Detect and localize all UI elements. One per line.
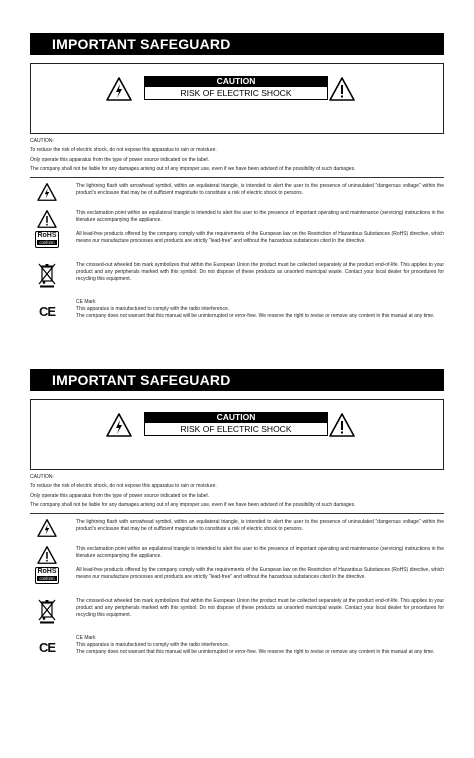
- caution-box: [30, 399, 444, 470]
- note-line: Only operate this apparatus from the type of power source indicated on the label.: [30, 492, 209, 499]
- ce-mark-icon: [30, 305, 64, 319]
- note-line: The company shall not be liable for any damages arising out of any improper use, even if we have been advised of the possibility of such damages.: [30, 166, 356, 173]
- caution-subtitle: RISK OF ELECTRIC SHOCK: [144, 87, 328, 100]
- ce-mark-text: CE: [38, 639, 56, 655]
- crossed-bin-icon: [30, 262, 64, 288]
- ce-line: The company does not warrant that this manual will be uninterrupted or error-free. We reserve the right to revise or remove any content in this manual at any time.: [76, 313, 435, 320]
- symbol-description: The crossed-out wheeled bin mark symbolizes that within the European Union the product must be collected separately at the product end-of-life. This applies to your product and any peripherals marked with this symbol. Do not dispose of these products as unsorted municipal waste. Contact your local dealer for procedures for recycling this equipment.: [76, 261, 444, 283]
- lightning-warning-icon: [106, 413, 132, 437]
- symbol-description: This exclamation point within an equilateral triangle is intended to alert the user to the presence of important operating and maintenance (servicing) instructions in the literature accompanying the appliance.: [76, 545, 444, 560]
- exclamation-warning-icon: [329, 77, 355, 101]
- ce-line: CE Mark: [76, 634, 96, 641]
- rohs-badge-top: RoHS: [37, 231, 57, 239]
- symbol-row-rohs: [30, 567, 444, 598]
- lightning-warning-icon: [106, 77, 132, 101]
- section-title: IMPORTANT SAFEGUARD: [30, 33, 444, 55]
- symbol-row-rohs: [30, 231, 444, 262]
- crossed-bin-icon: [30, 598, 64, 624]
- symbol-row-exclamation: [30, 210, 444, 231]
- rohs-icon: [30, 231, 64, 248]
- note-line: CAUTION:: [30, 474, 54, 480]
- note-line: CAUTION:: [30, 138, 54, 144]
- symbol-row-weee: [30, 262, 444, 299]
- safeguard-section-1: [30, 33, 444, 333]
- rohs-badge-bottom: conform: [37, 576, 57, 581]
- note-line: The company shall not be liable for any damages arising out of any improper use, even if we have been advised of the possibility of such damages.: [30, 502, 356, 509]
- rohs-badge-top: RoHS: [37, 567, 57, 575]
- symbol-row-lightning: [30, 178, 444, 210]
- caution-title: CAUTION: [144, 76, 328, 87]
- symbol-row-lightning: [30, 514, 444, 546]
- ce-mark-text: CE: [38, 303, 56, 319]
- exclamation-warning-icon: [30, 210, 64, 228]
- symbol-row-exclamation: [30, 546, 444, 567]
- symbol-description: [76, 635, 444, 657]
- symbol-description: All lead-free products offered by the company comply with the requirements of the European law on the Restriction of Hazardous Substances (RoHS) directive, which means our manufacture processes and products are strictly "lead-free" and without the hazardous substances cited in the directive.: [76, 566, 444, 581]
- caution-label: [144, 76, 328, 100]
- symbol-description: The crossed-out wheeled bin mark symbolizes that within the European Union the product must be collected separately at the product end-of-life. This applies to your product and any peripherals marked with this symbol. Do not dispose of these products as unsorted municipal waste. Contact your local dealer for procedures for recycling this equipment.: [76, 597, 444, 619]
- symbol-description: The lightning flash with arrowhead symbol, within an equilateral triangle, is intended to alert the user to the presence of uninsulated "dangerous voltage" within the product's enclosure that may be of sufficient magnitude to constitute a risk of electric shock to persons.: [76, 518, 444, 533]
- ce-line: The company does not warrant that this manual will be uninterrupted or error-free. We reserve the right to revise or remove any content in this manual at any time.: [76, 649, 435, 656]
- note-line: To reduce the risk of electric shock, do not expose this apparatus to rain or moisture.: [30, 147, 217, 154]
- lightning-warning-icon: [30, 183, 64, 201]
- exclamation-warning-icon: [329, 413, 355, 437]
- rohs-icon: [30, 567, 64, 584]
- note-line: To reduce the risk of electric shock, do not expose this apparatus to rain or moisture.: [30, 483, 217, 490]
- lightning-warning-icon: [30, 519, 64, 537]
- caution-title: CAUTION: [144, 412, 328, 423]
- caution-notes: [30, 137, 444, 175]
- symbol-description: The lightning flash with arrowhead symbol, within an equilateral triangle, is intended to alert the user to the presence of uninsulated "dangerous voltage" within the product's enclosure that may be of sufficient magnitude to constitute a risk of electric shock to persons.: [76, 182, 444, 197]
- caution-box: [30, 63, 444, 134]
- symbol-description: All lead-free products offered by the company comply with the requirements of the European law on the Restriction of Hazardous Substances (RoHS) directive, which means our manufacture processes and products are strictly "lead-free" and without the hazardous substances cited in the directive.: [76, 230, 444, 245]
- note-line: Only operate this apparatus from the type of power source indicated on the label.: [30, 156, 209, 163]
- symbol-description: [76, 299, 444, 321]
- ce-line: This apparatus is manufactured to comply with the radio interference.: [76, 306, 230, 313]
- ce-mark-icon: [30, 641, 64, 655]
- caution-label: [144, 412, 328, 436]
- symbol-row-ce: [30, 635, 444, 669]
- rohs-badge-bottom: conform: [37, 240, 57, 245]
- caution-notes: [30, 473, 444, 511]
- ce-line: This apparatus is manufactured to comply with the radio interference.: [76, 642, 230, 649]
- symbol-description: This exclamation point within an equilateral triangle is intended to alert the user to the presence of important operating and maintenance (servicing) instructions in the literature accompanying the appliance.: [76, 209, 444, 224]
- symbol-row-ce: [30, 299, 444, 333]
- safeguard-section-2: [30, 369, 444, 669]
- section-title: IMPORTANT SAFEGUARD: [30, 369, 444, 391]
- caution-subtitle: RISK OF ELECTRIC SHOCK: [144, 423, 328, 436]
- symbol-row-weee: [30, 598, 444, 635]
- ce-line: CE Mark: [76, 298, 96, 305]
- exclamation-warning-icon: [30, 546, 64, 564]
